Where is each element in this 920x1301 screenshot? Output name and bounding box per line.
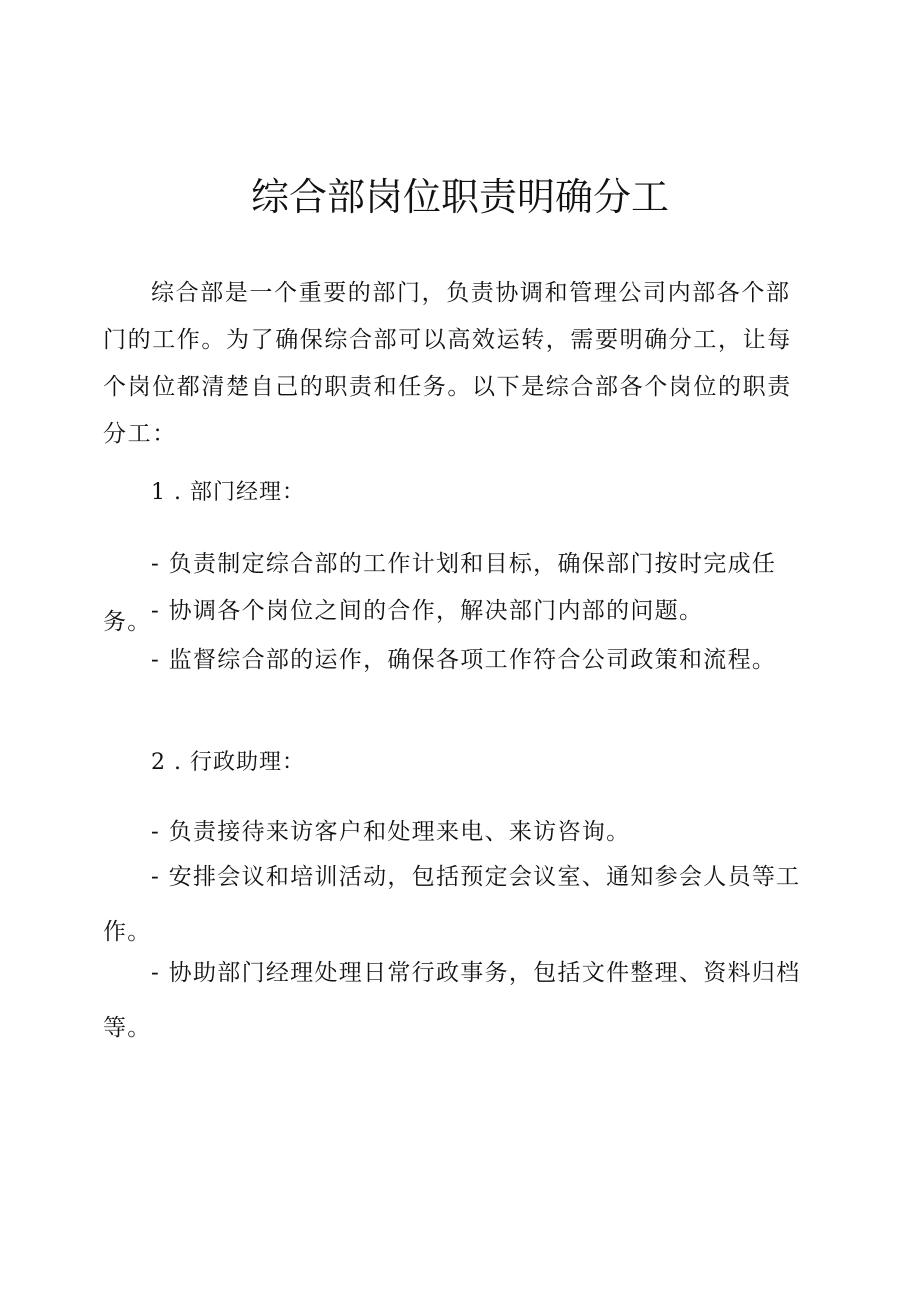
assistant-duty-1: - 负责接待来访客户和处理来电、来访咨询。	[151, 819, 631, 845]
intro-paragraph: 综合部是一个重要的部门，负责协调和管理公司内部各个部门的工作。为了确保综合部可以高效运转，需要明确分工，让每个岗位都清楚自己的职责和任务。以下是综合部各个岗位的职责分工：	[103, 280, 792, 447]
assistant-duty-2: - 安排会议和培训活动，包括预定会议室、通知参会人员等工作。	[103, 864, 801, 945]
section-heading-manager: 1 . 部门经理：	[151, 480, 305, 505]
manager-duty-3: - 监督综合部的运作，确保各项工作符合公司政策和流程。	[151, 647, 777, 673]
section-heading-assistant: 2 . 行政助理：	[151, 750, 305, 775]
manager-duty-2: - 协调各个岗位之间的合作，解决部门内部的问题。	[151, 598, 704, 624]
assistant-duty-3: - 协助部门经理处理日常行政事务，包括文件整理、资料归档等。	[103, 960, 801, 1041]
manager-duty-1: - 负责制定综合部的工作计划和目标，确保部门按时完成任务。	[103, 551, 777, 635]
document-title: 综合部岗位职责明确分工	[250, 175, 669, 219]
